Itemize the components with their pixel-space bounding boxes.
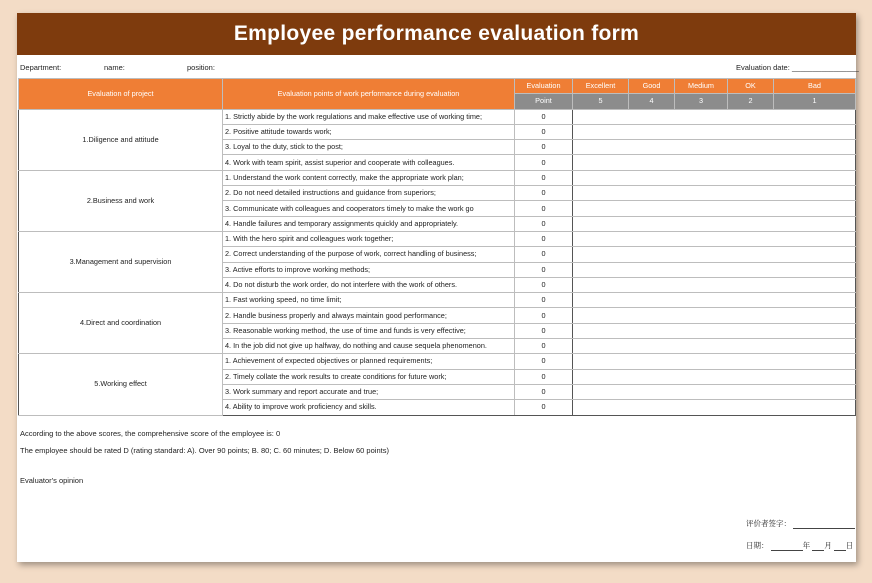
point-cell[interactable]: 0 <box>515 247 573 262</box>
grade-span-cell[interactable] <box>573 186 856 201</box>
point-cell[interactable]: 0 <box>515 216 573 231</box>
point-cell[interactable]: 0 <box>515 323 573 338</box>
grade-span-cell[interactable] <box>573 262 856 277</box>
point-cell[interactable]: 0 <box>515 384 573 399</box>
grade-span-cell[interactable] <box>573 308 856 323</box>
criterion-cell: 1. Fast working speed, no time limit; <box>223 293 515 308</box>
point-cell[interactable]: 0 <box>515 369 573 384</box>
point-cell[interactable]: 0 <box>515 308 573 323</box>
grade-span-cell[interactable] <box>573 109 856 124</box>
grade-span-cell[interactable] <box>573 277 856 292</box>
grade-span-cell[interactable] <box>573 216 856 231</box>
point-cell[interactable]: 0 <box>515 293 573 308</box>
rating-line: The employee should be rated D (rating standard: A). Over 90 points; B. 80; C. 60 minutes; D. Below 60 points) <box>20 446 389 455</box>
criterion-cell: 2. Handle business properly and always maintain good performance; <box>223 308 515 323</box>
point-cell[interactable]: 0 <box>515 231 573 246</box>
category-cell: 4.Direct and coordination <box>19 293 223 354</box>
table-row <box>19 170 856 185</box>
grade-span-cell[interactable] <box>573 323 856 338</box>
grade-span-cell[interactable] <box>573 201 856 216</box>
grade-span-cell[interactable] <box>573 384 856 399</box>
grade-span-cell[interactable] <box>573 369 856 384</box>
name-label: name: <box>104 63 125 72</box>
criterion-cell: 4. In the job did not give up halfway, do nothing and cause sequela phenomenon. <box>223 339 515 354</box>
category-cell: 1.Diligence and attitude <box>19 109 223 170</box>
point-cell[interactable]: 0 <box>515 201 573 216</box>
sign-date-line <box>746 540 853 551</box>
grade-value: 5 <box>573 94 629 109</box>
evaluation-date-label: Evaluation date: <box>736 63 790 72</box>
table-row <box>19 109 856 124</box>
position-label: position: <box>187 63 215 72</box>
grade-value: 2 <box>728 94 774 109</box>
grade-span-cell[interactable] <box>573 170 856 185</box>
evaluator-opinion-label: Evaluator's opinion <box>20 476 84 485</box>
criterion-cell: 1. With the hero spirit and colleagues work together; <box>223 231 515 246</box>
category-cell: 5.Working effect <box>19 354 223 415</box>
month-field[interactable] <box>812 542 824 551</box>
grade-label: Good <box>629 79 675 94</box>
signature-line <box>746 518 855 529</box>
point-cell[interactable]: 0 <box>515 155 573 170</box>
signature-field[interactable] <box>793 520 855 529</box>
point-cell[interactable]: 0 <box>515 186 573 201</box>
day-label: 日 <box>845 541 854 550</box>
department-label: Department: <box>20 63 62 72</box>
point-cell[interactable]: 0 <box>515 262 573 277</box>
header-point: Point <box>515 94 573 109</box>
score-line: According to the above scores, the comprehensive score of the employee is: 0 <box>20 429 281 438</box>
day-field[interactable] <box>834 542 846 551</box>
grade-value: 1 <box>774 94 856 109</box>
evaluation-table <box>18 78 856 416</box>
grade-label: Excellent <box>573 79 629 94</box>
table-row <box>19 231 856 246</box>
month-label: 月 <box>824 541 832 550</box>
criterion-cell: 4. Ability to improve work proficiency and skills. <box>223 400 515 415</box>
criterion-cell: 1. Achievement of expected objectives or planned requirements; <box>223 354 515 369</box>
header-project: Evaluation of project <box>19 79 223 110</box>
criterion-cell: 2. Timely collate the work results to create conditions for future work; <box>223 369 515 384</box>
criterion-cell: 4. Do not disturb the work order, do not interfere with the work of others. <box>223 277 515 292</box>
grade-span-cell[interactable] <box>573 247 856 262</box>
category-cell: 3.Management and supervision <box>19 231 223 292</box>
point-cell[interactable]: 0 <box>515 339 573 354</box>
evaluation-sheet <box>17 13 859 562</box>
point-cell[interactable]: 0 <box>515 277 573 292</box>
point-cell[interactable]: 0 <box>515 170 573 185</box>
criterion-cell: 2. Correct understanding of the purpose of work, correct handling of business; <box>223 247 515 262</box>
criterion-cell: 3. Communicate with colleagues and cooperators timely to make the work go <box>223 201 515 216</box>
grade-value: 3 <box>675 94 728 109</box>
point-cell[interactable]: 0 <box>515 400 573 415</box>
grade-span-cell[interactable] <box>573 339 856 354</box>
criterion-cell: 4. Work with team spirit, assist superior and cooperate with colleagues. <box>223 155 515 170</box>
criterion-cell: 2. Positive attitude towards work; <box>223 124 515 139</box>
point-cell[interactable]: 0 <box>515 124 573 139</box>
info-row <box>17 58 859 76</box>
header-evaluation: Evaluation <box>515 79 573 94</box>
category-cell: 2.Business and work <box>19 170 223 231</box>
criterion-cell: 3. Loyal to the duty, stick to the post; <box>223 140 515 155</box>
grade-span-cell[interactable] <box>573 400 856 415</box>
point-cell[interactable]: 0 <box>515 354 573 369</box>
signer-label: 评价者签字： <box>746 519 791 528</box>
evaluation-date-value[interactable]: ________________ <box>792 63 859 72</box>
criterion-cell: 3. Work summary and report accurate and true; <box>223 384 515 399</box>
year-field[interactable] <box>771 542 803 551</box>
header-points: Evaluation points of work performance during evaluation <box>223 79 515 110</box>
grade-span-cell[interactable] <box>573 231 856 246</box>
criterion-cell: 1. Strictly abide by the work regulations and make effective use of working time; <box>223 109 515 124</box>
grade-label: OK <box>728 79 774 94</box>
form-title: Employee performance evaluation form <box>17 13 856 55</box>
grade-span-cell[interactable] <box>573 155 856 170</box>
point-cell[interactable]: 0 <box>515 109 573 124</box>
grade-span-cell[interactable] <box>573 293 856 308</box>
grade-label: Medium <box>675 79 728 94</box>
criterion-cell: 4. Handle failures and temporary assignments quickly and appropriately. <box>223 216 515 231</box>
grade-span-cell[interactable] <box>573 140 856 155</box>
criterion-cell: 3. Reasonable working method, the use of time and funds is very effective; <box>223 323 515 338</box>
table-row <box>19 293 856 308</box>
grade-value: 4 <box>629 94 675 109</box>
criterion-cell: 2. Do not need detailed instructions and guidance from superiors; <box>223 186 515 201</box>
grade-label: Bad <box>774 79 856 94</box>
sign-date-label: 日期： <box>746 541 769 550</box>
criterion-cell: 1. Understand the work content correctly, make the appropriate work plan; <box>223 170 515 185</box>
table-row <box>19 354 856 369</box>
criterion-cell: 3. Active efforts to improve working methods; <box>223 262 515 277</box>
point-cell[interactable]: 0 <box>515 140 573 155</box>
grade-span-cell[interactable] <box>573 124 856 139</box>
year-label: 年 <box>802 541 811 550</box>
grade-span-cell[interactable] <box>573 354 856 369</box>
